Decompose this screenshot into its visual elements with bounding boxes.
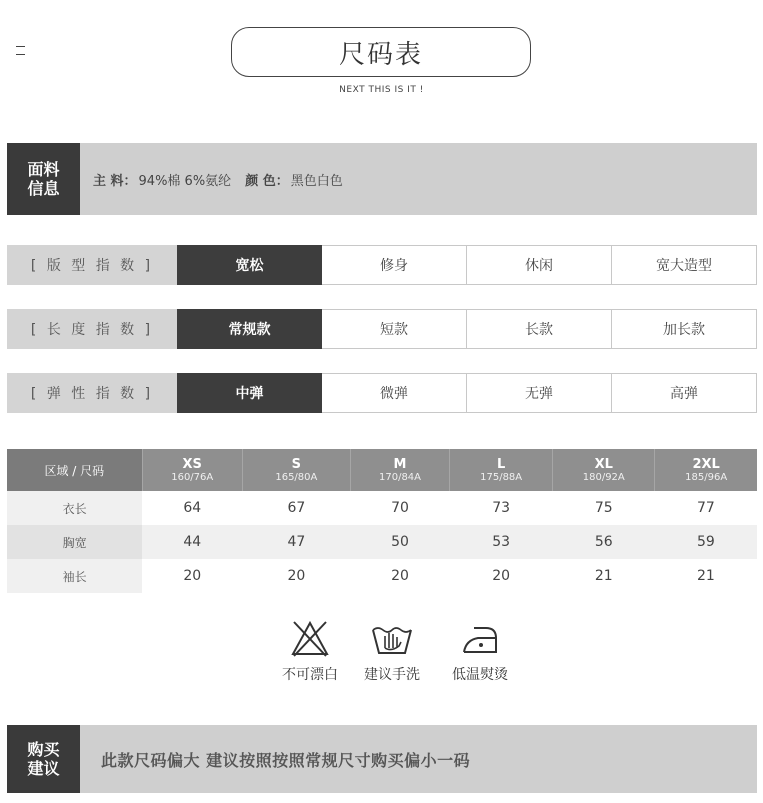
table-cell: 21 [696,568,715,584]
table-row [7,491,757,525]
table-cell: 20 [287,568,306,584]
row-label: 袖长 [7,559,142,593]
size-column-header [142,449,242,491]
fit-index-option: 休闲 [467,245,612,285]
table-cell: 75 [594,500,613,516]
size-code: 180/92A [582,471,625,483]
length-index-option: 加长款 [612,309,757,349]
purchase-advice-section [7,725,757,793]
table-cell: 70 [391,500,409,516]
care-item [270,620,350,684]
elasticity-index-option: 高弹 [612,373,757,413]
size-code: 175/88A [480,471,523,483]
page-title-text: 尺码表 [338,39,423,70]
size-column-header [242,449,350,491]
fabric-details [93,143,343,215]
size-code: 165/80A [275,471,318,483]
fit-index-option: 宽大造型 [612,245,757,285]
color-label: 颜 色： [245,173,289,189]
fit-index-label: [ 版 型 指 数 ] [7,245,177,285]
elasticity-index-option: 中弹 [177,373,322,413]
size-name: XL [594,456,613,472]
row-label: 胸宽 [7,525,142,559]
fabric-info-label: 面料信息 [7,143,80,215]
table-cell: 20 [492,568,511,584]
purchase-advice-text: 此款尺码偏大 建议按照按照常规尺寸购买偏小一码 [101,750,471,770]
material-label: 主 料： [93,173,137,189]
care-item [440,620,520,684]
no-bleach-icon [270,620,350,658]
row-label: 衣长 [7,491,142,525]
table-cell: 44 [142,525,242,559]
table-row [7,559,757,593]
elasticity-index-option: 微弹 [322,373,467,413]
size-name: XS [182,456,202,472]
table-cell: 67 [287,500,306,516]
elasticity-index-option: 无弹 [467,373,612,413]
color-value: 黑色白色 [290,173,343,189]
table-cell: 20 [183,568,202,584]
elasticity-index-row [7,373,757,413]
size-column-header [450,449,553,491]
size-column-header [553,449,655,491]
care-label: 低温熨烫 [452,667,508,683]
care-label: 建议手洗 [364,667,420,683]
length-index-option: 常规款 [177,309,322,349]
fabric-info-section [7,143,757,215]
care-item [352,620,432,684]
length-index-option: 短款 [322,309,467,349]
fit-index-option: 宽松 [177,245,322,285]
size-code: 160/76A [171,471,214,483]
table-cell: 53 [450,525,553,559]
size-name: S [291,456,302,472]
table-cell: 47 [242,525,350,559]
size-name: 2XL [692,456,720,472]
size-column-header [350,449,449,491]
care-label: 不可漂白 [282,667,338,683]
length-index-option: 长款 [467,309,612,349]
table-cell: 73 [492,500,511,516]
table-row [7,525,757,559]
size-code: 170/84A [378,471,422,483]
table-cell: 20 [391,568,409,584]
table-cell: 56 [553,525,655,559]
fit-index-option: 修身 [322,245,467,285]
side-menu-icon [16,46,25,62]
size-column-header [655,449,757,491]
size-name: M [393,456,407,472]
size-name: L [496,456,506,472]
size-table-header [7,449,757,491]
low-iron-icon [440,620,520,658]
elasticity-index-label: [ 弹 性 指 数 ] [7,373,177,413]
purchase-advice-label: 购买建议 [7,725,80,793]
length-index-label: [ 长 度 指 数 ] [7,309,177,349]
length-index-row [7,309,757,349]
table-cell: 21 [594,568,613,584]
table-cell: 50 [350,525,449,559]
hand-wash-icon [352,620,432,658]
page-subtitle: NEXT THIS IS IT ! [339,85,424,95]
fit-index-row [7,245,757,285]
size-code: 185/96A [685,471,728,483]
size-table-corner: 区域 / 尺码 [7,449,142,491]
table-cell: 64 [183,500,202,516]
size-table [7,449,757,593]
material-value: 94%棉 6%氨纶 [138,173,232,189]
table-cell: 77 [696,500,715,516]
page-title [231,27,531,77]
table-cell: 59 [655,525,757,559]
